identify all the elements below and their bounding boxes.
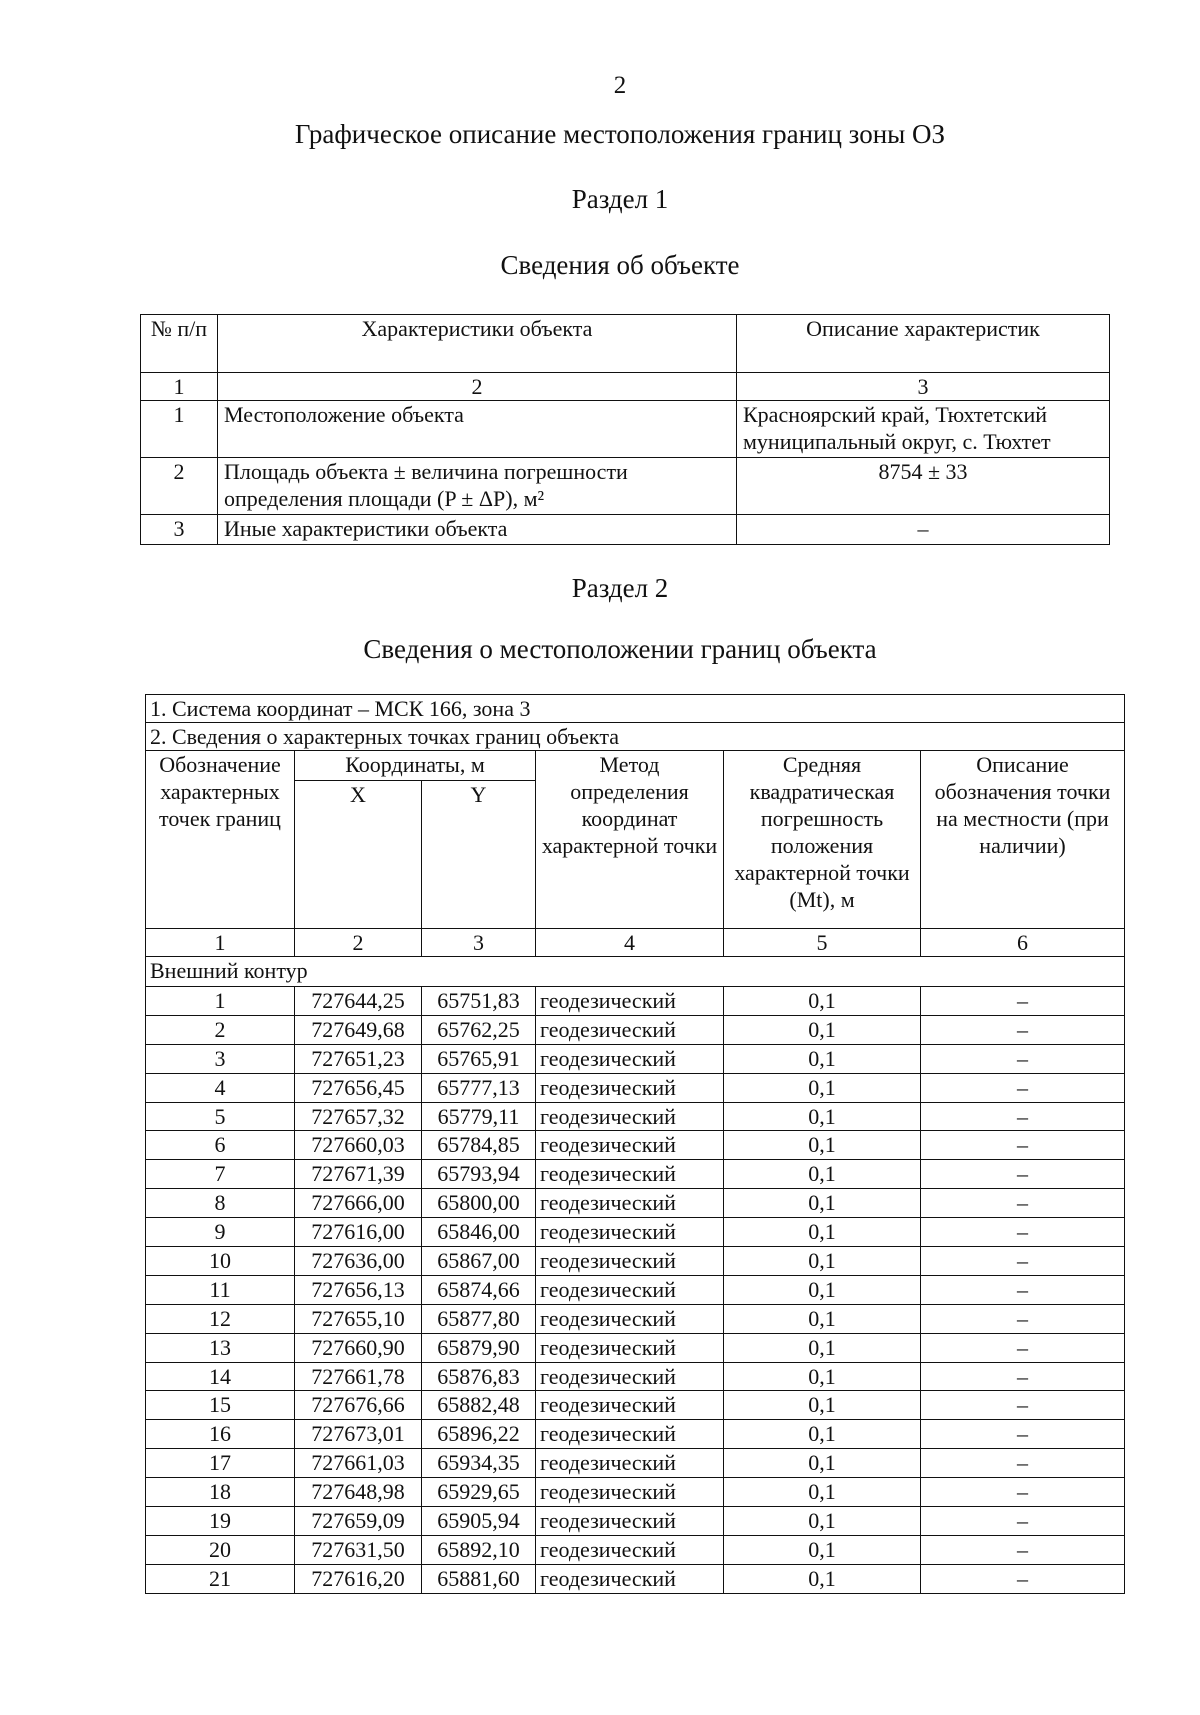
method: геодезический: [536, 1507, 724, 1536]
coord-x: 727661,03: [295, 1449, 422, 1478]
mean-error: 0,1: [724, 1044, 921, 1073]
coord-y: 65881,60: [422, 1564, 536, 1593]
point-description: –: [921, 1420, 1125, 1449]
method: геодезический: [536, 1160, 724, 1189]
col-number: 1: [146, 929, 295, 957]
mean-error: 0,1: [724, 1247, 921, 1276]
table-row: [146, 1275, 1125, 1304]
point-number: 14: [146, 1362, 295, 1391]
coord-y: 65779,11: [422, 1102, 536, 1131]
mean-error: 0,1: [724, 1507, 921, 1536]
coord-x: 727648,98: [295, 1478, 422, 1507]
point-number: 18: [146, 1478, 295, 1507]
col-number: 3: [737, 373, 1110, 401]
point-number: 12: [146, 1304, 295, 1333]
mean-error: 0,1: [724, 1218, 921, 1247]
table-row: [146, 1247, 1125, 1276]
col-number: 3: [422, 929, 536, 957]
table-row: [146, 1304, 1125, 1333]
point-number: 6: [146, 1131, 295, 1160]
method: геодезический: [536, 1044, 724, 1073]
coord-y: 65874,66: [422, 1275, 536, 1304]
point-description: –: [921, 1391, 1125, 1420]
coord-y: 65892,10: [422, 1535, 536, 1564]
row-number: 1: [141, 401, 218, 458]
table-row: [146, 1015, 1125, 1044]
point-description: –: [921, 1102, 1125, 1131]
point-number: 11: [146, 1275, 295, 1304]
coord-y: 65793,94: [422, 1160, 536, 1189]
coord-x: 727655,10: [295, 1304, 422, 1333]
section1-subheading: Сведения об объекте: [500, 250, 740, 280]
point-description: –: [921, 1189, 1125, 1218]
method: геодезический: [536, 1102, 724, 1131]
document-title: Графическое описание местоположения границ зоны ОЗ: [294, 119, 946, 149]
header-x: X: [295, 781, 422, 929]
point-number: 15: [146, 1391, 295, 1420]
table-row: [146, 1362, 1125, 1391]
point-number: 1: [146, 987, 295, 1016]
point-number: 8: [146, 1189, 295, 1218]
method: геодезический: [536, 1478, 724, 1507]
point-number: 3: [146, 1044, 295, 1073]
mean-error: 0,1: [724, 1420, 921, 1449]
point-description: –: [921, 1564, 1125, 1593]
point-number: 2: [146, 1015, 295, 1044]
table-row: [146, 1073, 1125, 1102]
row-name: Иные характеристики объекта: [218, 515, 737, 545]
table-row: [146, 1131, 1125, 1160]
coord-x: 727651,23: [295, 1044, 422, 1073]
method: геодезический: [536, 1015, 724, 1044]
coord-x: 727616,00: [295, 1218, 422, 1247]
coord-x: 727661,78: [295, 1362, 422, 1391]
header-method: Метод определения координат характерной точки: [536, 751, 724, 929]
section2-heading: Раздел 2: [571, 573, 669, 603]
coord-y: 65762,25: [422, 1015, 536, 1044]
method: геодезический: [536, 1535, 724, 1564]
boundary-points-table: [145, 694, 1125, 1594]
row-value: –: [737, 515, 1110, 545]
point-number: 5: [146, 1102, 295, 1131]
mean-error: 0,1: [724, 1564, 921, 1593]
point-description: –: [921, 1507, 1125, 1536]
coord-y: 65905,94: [422, 1507, 536, 1536]
coord-y: 65877,80: [422, 1304, 536, 1333]
method: геодезический: [536, 1189, 724, 1218]
coord-x: 727631,50: [295, 1535, 422, 1564]
object-info-table: [140, 314, 1110, 545]
col-number: 2: [218, 373, 737, 401]
table-row: [146, 1102, 1125, 1131]
point-number: 16: [146, 1420, 295, 1449]
coord-y: 65879,90: [422, 1333, 536, 1362]
point-description: –: [921, 1449, 1125, 1478]
method: геодезический: [536, 1131, 724, 1160]
coord-y: 65784,85: [422, 1131, 536, 1160]
point-description: –: [921, 1535, 1125, 1564]
table-row: [146, 1333, 1125, 1362]
mean-error: 0,1: [724, 1304, 921, 1333]
page-number: 2: [613, 72, 627, 99]
table-row: [146, 987, 1125, 1016]
point-number: 20: [146, 1535, 295, 1564]
coord-system: 1. Система координат – МСК 166, зона 3: [146, 695, 1125, 723]
section2-subheading: Сведения о местоположении границ объекта: [363, 634, 877, 664]
table-row: [146, 1160, 1125, 1189]
mean-error: 0,1: [724, 1102, 921, 1131]
coord-x: 727676,66: [295, 1391, 422, 1420]
table-row: [146, 1535, 1125, 1564]
mean-error: 0,1: [724, 1073, 921, 1102]
header-characteristic: Характеристики объекта: [218, 315, 737, 373]
coord-x: 727636,00: [295, 1247, 422, 1276]
point-number: 9: [146, 1218, 295, 1247]
header-point: Обозначение характерных точек границ: [146, 751, 295, 929]
method: геодезический: [536, 1449, 724, 1478]
coord-y: 65934,35: [422, 1449, 536, 1478]
table-row: [146, 1044, 1125, 1073]
coord-y: 65765,91: [422, 1044, 536, 1073]
table-row: [146, 1478, 1125, 1507]
mean-error: 0,1: [724, 1189, 921, 1218]
mean-error: 0,1: [724, 1478, 921, 1507]
header-number: № п/п: [141, 315, 218, 373]
method: геодезический: [536, 1362, 724, 1391]
point-description: –: [921, 1218, 1125, 1247]
point-number: 13: [146, 1333, 295, 1362]
coord-x: 727656,13: [295, 1275, 422, 1304]
mean-error: 0,1: [724, 1015, 921, 1044]
mean-error: 0,1: [724, 1160, 921, 1189]
coord-y: 65800,00: [422, 1189, 536, 1218]
coord-x: 727649,68: [295, 1015, 422, 1044]
mean-error: 0,1: [724, 1391, 921, 1420]
point-description: –: [921, 1160, 1125, 1189]
coord-y: 65751,83: [422, 987, 536, 1016]
coord-x: 727657,32: [295, 1102, 422, 1131]
coord-x: 727671,39: [295, 1160, 422, 1189]
mean-error: 0,1: [724, 1449, 921, 1478]
table-row: [141, 458, 1110, 515]
mean-error: 0,1: [724, 1131, 921, 1160]
point-number: 7: [146, 1160, 295, 1189]
method: геодезический: [536, 1333, 724, 1362]
table-row: [146, 1564, 1125, 1593]
point-description: –: [921, 987, 1125, 1016]
method: геодезический: [536, 1304, 724, 1333]
method: геодезический: [536, 1275, 724, 1304]
mean-error: 0,1: [724, 1333, 921, 1362]
point-description: –: [921, 1131, 1125, 1160]
header-error: Средняя квадратическая погрешность положения характерной точки (Mt), м: [724, 751, 921, 929]
table-row: [146, 1391, 1125, 1420]
col-number: 1: [141, 373, 218, 401]
header-y: Y: [422, 781, 536, 929]
col-number: 6: [921, 929, 1125, 957]
coord-x: 727616,20: [295, 1564, 422, 1593]
coord-x: 727644,25: [295, 987, 422, 1016]
method: геодезический: [536, 1391, 724, 1420]
point-description: –: [921, 1044, 1125, 1073]
point-description: –: [921, 1333, 1125, 1362]
method: геодезический: [536, 1247, 724, 1276]
mean-error: 0,1: [724, 1275, 921, 1304]
header-coords: Координаты, м: [295, 751, 536, 781]
coord-y: 65867,00: [422, 1247, 536, 1276]
contour-label: Внешний контур: [146, 957, 1125, 987]
point-number: 4: [146, 1073, 295, 1102]
coord-x: 727660,90: [295, 1333, 422, 1362]
point-description: –: [921, 1275, 1125, 1304]
coord-x: 727656,45: [295, 1073, 422, 1102]
table-row: [146, 1507, 1125, 1536]
header-description: Описание обозначения точки на местности (при наличии): [921, 751, 1125, 929]
row-number: 2: [141, 458, 218, 515]
point-number: 10: [146, 1247, 295, 1276]
row-name: Площадь объекта ± величина погрешности определения площади (P ± ΔP), м²: [218, 458, 737, 515]
point-description: –: [921, 1304, 1125, 1333]
point-number: 21: [146, 1564, 295, 1593]
coord-x: 727659,09: [295, 1507, 422, 1536]
table-row: [146, 1189, 1125, 1218]
method: геодезический: [536, 1420, 724, 1449]
point-number: 17: [146, 1449, 295, 1478]
coord-y: 65896,22: [422, 1420, 536, 1449]
table-row: [146, 1449, 1125, 1478]
method: геодезический: [536, 1218, 724, 1247]
col-number: 5: [724, 929, 921, 957]
row-value: Красноярский край, Тюхтетский муниципальный округ, с. Тюхтет: [737, 401, 1110, 458]
coord-y: 65846,00: [422, 1218, 536, 1247]
method: геодезический: [536, 1564, 724, 1593]
table-row: [146, 1218, 1125, 1247]
mean-error: 0,1: [724, 1535, 921, 1564]
section1-heading: Раздел 1: [571, 184, 669, 214]
coord-y: 65929,65: [422, 1478, 536, 1507]
table-row: [141, 515, 1110, 545]
point-description: –: [921, 1478, 1125, 1507]
table-row: [141, 401, 1110, 458]
method: геодезический: [536, 1073, 724, 1102]
points-caption: 2. Сведения о характерных точках границ объекта: [146, 723, 1125, 751]
table-row: [146, 1420, 1125, 1449]
point-description: –: [921, 1015, 1125, 1044]
coord-x: 727660,03: [295, 1131, 422, 1160]
row-name: Местоположение объекта: [218, 401, 737, 458]
coord-y: 65876,83: [422, 1362, 536, 1391]
col-number: 4: [536, 929, 724, 957]
point-description: –: [921, 1073, 1125, 1102]
method: геодезический: [536, 987, 724, 1016]
coord-y: 65882,48: [422, 1391, 536, 1420]
point-description: –: [921, 1362, 1125, 1391]
mean-error: 0,1: [724, 987, 921, 1016]
row-number: 3: [141, 515, 218, 545]
col-number: 2: [295, 929, 422, 957]
row-value: 8754 ± 33: [737, 458, 1110, 515]
point-number: 19: [146, 1507, 295, 1536]
point-description: –: [921, 1247, 1125, 1276]
coord-x: 727673,01: [295, 1420, 422, 1449]
coord-x: 727666,00: [295, 1189, 422, 1218]
coord-y: 65777,13: [422, 1073, 536, 1102]
mean-error: 0,1: [724, 1362, 921, 1391]
header-description: Описание характеристик: [737, 315, 1110, 373]
